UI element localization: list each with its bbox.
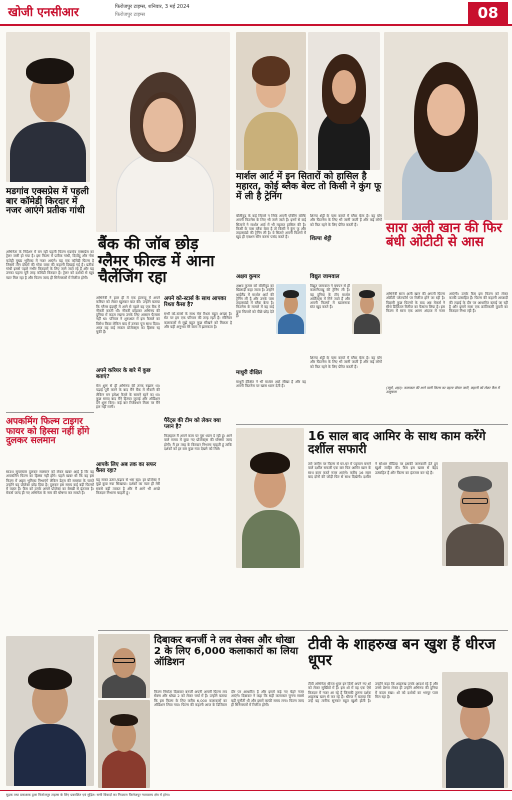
brand-name: फिरोजपुर टाइम्स bbox=[115, 12, 145, 18]
left-top-body: अभिनेता के निर्देशन में बन रही पहली फिल्म मडगांव एक्सप्रेस का ट्रेलर जारी हो गया है। इस फिल्म में प्रतीक गांधी, दिव्येंदु और नोरा फतेही मुख्य भूमिका में नजर आएंगे। यह एक कॉमेडी फिल्म है जिसमें तीन दोस्तों की गोवा यात्रा की कहानी दिखाई गई है। प्रतीक गांधी इससे पहले गंभीर किरदारों के लिए जाने जाते रहे हैं और यह उनका पहला पूरी तरह कॉमेडी किरदार है। ट्रेलर को दर्शकों से खूब प्यार मिल रहा है और फिल्म जल्द ही सिनेमाघरों में रिलीज होगी। bbox=[6, 250, 94, 280]
question-2-answer: यह सफर उतार-चढ़ाव से भरा रहा। हर प्रोजेक्ट ने मुझे कुछ नया सिखाया। दर्शकों का प्यार ही मेरी सबसे बड़ी ताकत है और मैं आगे भी अच्छे किरदार निभाना चाहती हूं। bbox=[96, 478, 160, 495]
mid-top-extra-body: शिल्पा शेट्टी के पास कराटे में ब्लैक बेल्ट है। वह योग और फिटनेस के लिए भी जानी जाती हैं और कई लोगों को फिट रहने के लिए प्रेरित करती हैं। bbox=[310, 356, 382, 369]
left-mid-headline: अपकमिंग फिल्म टाइगर फायर को हिस्सा नहीं होंगे दुलकर सलमान bbox=[6, 417, 90, 447]
mid-top-intro: बॉलीवुड के कई सितारे न सिर्फ अपनी एक्टिंग बल्कि अपनी फिटनेस के लिए भी जाने जाते हैं। इनमें से कई सितारों ने मार्शल आर्ट में भी महारत हासिल की है। किसी के पास ब्लैक बेल्ट है तो किसी ने कुंग फू और ताइक्वांडो की ट्रेनिंग ली है। ये सितारे अपनी फिल्मों में खुद ही एक्शन सीन करना पसंद करते हैं। bbox=[236, 214, 306, 240]
right-top-caption: (ब्यूरो, शहर): कलाकार की आने वाली फिल्म का पहला पोस्टर जारी, कहानी को लेकर फैंस में उत्सुकता bbox=[386, 386, 500, 395]
person-1-name: अक्षय कुमार bbox=[236, 274, 260, 280]
question-4-answer: फिलहाल मैं अपने काम पर पूरा ध्यान दे रही हूं। आने वाले समय में कुछ नए प्रोजेक्ट्स की घोषणा जल्द होगी। मैं हर तरह के किरदार निभाना चाहती हूं ताकि दर्शकों को हर बार कुछ नया देखने को मिले। bbox=[164, 434, 232, 451]
question-3: अपने को-स्टार्स के साथ आपका रिश्ता कैसा है? bbox=[164, 296, 227, 308]
section-title: खोजी एनसीआर bbox=[8, 5, 79, 19]
actress-photo-center bbox=[96, 32, 230, 232]
mid-top-headline: मार्शल आर्ट में इन सितारों को हासिल है महारत, कोई ब्लैक बेल्ट तो किसी ने कुंग फू में ली है ट्रेनिंग bbox=[236, 171, 382, 202]
person-4-body: शिल्पा शेट्टी के पास कराटे में ब्लैक बेल्ट है। वह योग और फिटनेस के लिए भी जानी जाती हैं और कई लोगों को फिट रहने के लिए प्रेरित करती हैं। bbox=[310, 214, 382, 227]
person-3-body: माधुरी दीक्षित ने भी मार्शल आर्ट सीखा है और वह अपनी फिटनेस पर खास ध्यान देती हैं। bbox=[236, 380, 306, 389]
page-footer bbox=[0, 790, 512, 800]
question-1-answer: मेरा शुरू से ही अभिनय की तरफ रुझान था। पढ़ाई पूरी करने के बाद मैंने बैंक में नौकरी की लेकिन मन हमेशा कैमरे के सामने रहने का था। कुछ समय बाद मैंने हिम्मत जुटाई और ऑडिशन देने शुरू किए। कई बार रिजेक्शन मिला पर मैंने हार नहीं मानी। bbox=[96, 384, 160, 410]
person-4-name: शिल्पा शेट्टी bbox=[310, 236, 332, 242]
bottom-right-body: टीवी अभिनेता धीरज धूपर इन दिनों अपने नए शो को लेकर सुर्खियों में हैं। इस शो में वह एक ऐसे किरदार में नजर आ रहे हैं जिसकी तुलना दर्शक शाहरुख खान से कर रहे हैं। धीरज ने बताया कि उन्हें यह तारीफ सुनकर बहुत खुशी होती है। उन्होंने कहा कि शाहरुख उनके आदर्श रहे हैं और उनसे प्रेरणा लेकर ही उन्होंने अभिनय की दुनिया में कदम रखा। शो को दर्शकों का भरपूर प्यार मिल रहा है। bbox=[308, 682, 438, 704]
left-mid-body: साउथ सुपरस्टार दुलकर सलमान को लेकर खबर आई है कि वह अपकमिंग फिल्म का हिस्सा नहीं होंगे। पहले खबर थी कि वह इस फिल्म में अहम भूमिका निभाएंगे लेकिन डेट्स की समस्या के चलते उन्होंने यह प्रोजेक्ट छोड़ दिया है। दुलकर इस समय कई बड़ी फिल्मों में व्यस्त हैं। फैंस को उनके अगले प्रोजेक्ट का बेसब्री से इंतजार है। मेकर्स जल्द ही नए अभिनेता के नाम की घोषणा कर सकते हैं। bbox=[6, 470, 94, 496]
aamir-khan-photo bbox=[442, 462, 508, 566]
man-photo-left bbox=[6, 32, 90, 182]
right-top-headline: सारा अली खान की फिर बंधी ओटीटी से आस bbox=[386, 221, 502, 251]
actor-photo-bottom bbox=[98, 700, 150, 788]
dheeraj-dhoopar-photo bbox=[442, 672, 508, 788]
bottom-right-headline: टीवी के शाहरुख बन खुश हैं धीरज धूपर bbox=[308, 635, 496, 670]
person-1-body: अक्षय कुमार को बॉलीवुड का खिलाड़ी कहा जाता है। उन्होंने थाईलैंड में मार्शल आर्ट की ट्रेनिंग ली है और उनके पास ताइक्वांडो में ब्लैक बेल्ट है। फिटनेस के मामले में वह कई युवा सितारों को पीछे छोड़ देते हैं। bbox=[236, 284, 274, 319]
actor-photo-small-2 bbox=[352, 284, 382, 334]
question-4: पैरेंट्स की टीम को लेकर क्या प्लान है? bbox=[164, 418, 221, 430]
actor-photo-left-bottom bbox=[6, 636, 94, 786]
question-3-answer: सभी को-स्टार्स के साथ मेरा रिश्ता बहुत अच्छा है। सेट पर हम एक परिवार की तरह रहते हैं। सीनियर कलाकारों से मुझे बहुत कुछ सीखने को मिलता है और यही अनुभव मेरे काम में झलकता है। bbox=[164, 312, 232, 329]
bottom-left-body: फिल्म निर्माता दिबाकर बनर्जी अपनी अगली फिल्म लव सेक्स और धोखा 2 को लेकर चर्चा में हैं। उन्होंने बताया कि इस फिल्म के लिए करीब 6,000 कलाकारों का ऑडिशन लिया गया। फिल्म की कहानी आज के डिजिटल दौर पर आधारित है और इसमें कई नए चेहरे नजर आएंगे। दिबाकर ने कहा कि सही कलाकार चुनना सबसे बड़ी चुनौती थी और इसमें काफी समय लगा। फिल्म जल्द ही सिनेमाघरों में रिलीज होगी। bbox=[154, 690, 304, 707]
right-top-body: अभिनेत्री सारा अली खान की अगली फिल्म ओटीटी प्लेटफॉर्म पर रिलीज होने जा रही है। पिछली कुछ फिल्मों के बाद अब मेकर्स ने सीधे डिजिटल रिलीज का फैसला लिया है। इस फिल्म में सारा एक अलग अंदाज में नजर आएंगी। उनके फैंस इस फिल्म को लेकर काफी उत्साहित हैं। फिल्म की कहानी आजादी की लड़ाई के दौर पर आधारित बताई जा रही है और इसमें सारा एक क्रांतिकारी युवती का किरदार निभा रही हैं। bbox=[386, 292, 508, 314]
center-top-body: अभिनेत्री ने हाल ही में एक इंटरव्यू में अपने करियर को लेकर खुलकर बात की। उन्होंने बताया कि ग्लैमर इंडस्ट्री में आने से पहले वह एक बैंक में नौकरी करती थीं। नौकरी छोड़कर अभिनय की दुनिया में कदम रखना उनके लिए आसान फैसला नहीं था। परिवार ने शुरुआत में इस फैसले का विरोध किया लेकिन बाद में उनका पूरा साथ दिया। आज वह कई सफल प्रोजेक्ट्स का हिस्सा रह चुकी हैं। bbox=[96, 296, 160, 335]
actor-photo-small bbox=[276, 284, 306, 334]
glasses-icon bbox=[462, 498, 488, 504]
footer-text: मुद्रक तथा प्रकाशक द्वारा फिरोजपुर टाइम्स के लिए प्रकाशित एवं मुद्रित। सभी विवादों का निपटारा फिरोजपुर न्यायालय क्षेत्र में होगा। bbox=[6, 793, 170, 797]
dateline: फिरोजपुर टाइम्स, शनिवार, 3 मई 2024 bbox=[115, 4, 190, 10]
left-top-headline: मडगांव एक्सप्रेस में पहली बार कॉमेडी किरदार में नजर आएंगे प्रतीक गांधी bbox=[6, 187, 89, 217]
question-1: अपने करियर के बारे में कुछ बताएं? bbox=[96, 368, 151, 380]
dibakar-banerjee-photo bbox=[98, 634, 150, 698]
person-3-name: माधुरी दीक्षित bbox=[236, 370, 263, 376]
divider bbox=[98, 630, 508, 631]
question-2: आपके लिए अब तक का सफर कैसा रहा? bbox=[96, 462, 157, 474]
bottom-left-headline: दिबाकर बनर्जी ने लव सेक्स और धोखा 2 के लिए 6,000 कलाकारों का लिया ऑडिशन bbox=[154, 635, 299, 668]
person-2-body: विद्युत जामवाल ने बचपन से ही कलारीपयट्टू की ट्रेनिंग ली है। वह दुनिया के टॉप मार्शल आर्टिस्ट्स में गिने जाते हैं और अपनी फिल्मों में खतरनाक स्टंट खुद करते हैं। bbox=[310, 284, 350, 310]
mid-second-body: तारे जमीन पर फिल्म से घर-घर में पहचान बनाने वाले दर्शील सफारी एक बार फिर आमिर खान के साथ काम करते नजर आएंगे। करीब 16 साल बाद दोनों की जोड़ी फिर से साथ दिखेगी। दर्शील ने सोशल मीडिया पर इसकी जानकारी देते हुए खुशी जाहिर की। फैंस इस खबर से बेहद उत्साहित हैं और फिल्म का इंतजार कर रहे हैं। bbox=[308, 462, 438, 479]
actress-photo-black-dress bbox=[308, 32, 380, 170]
darsheel-safary-photo bbox=[236, 428, 304, 568]
divider bbox=[236, 424, 508, 425]
page-header bbox=[0, 0, 512, 26]
person-2-name: विद्युत जामवाल bbox=[310, 274, 340, 280]
page-number: 08 bbox=[468, 2, 508, 24]
mid-second-headline: 16 साल बाद आमिर के साथ काम करेंगे दर्शील सफारी bbox=[308, 429, 486, 456]
sara-ali-khan-photo bbox=[384, 32, 508, 220]
glasses-icon bbox=[113, 658, 135, 663]
actress-photo-mic bbox=[236, 32, 306, 170]
center-top-headline: बैंक की जॉब छोड़ ग्लैमर फील्ड में आना चैलेंजिंग रहा bbox=[98, 235, 215, 287]
divider bbox=[6, 412, 94, 413]
